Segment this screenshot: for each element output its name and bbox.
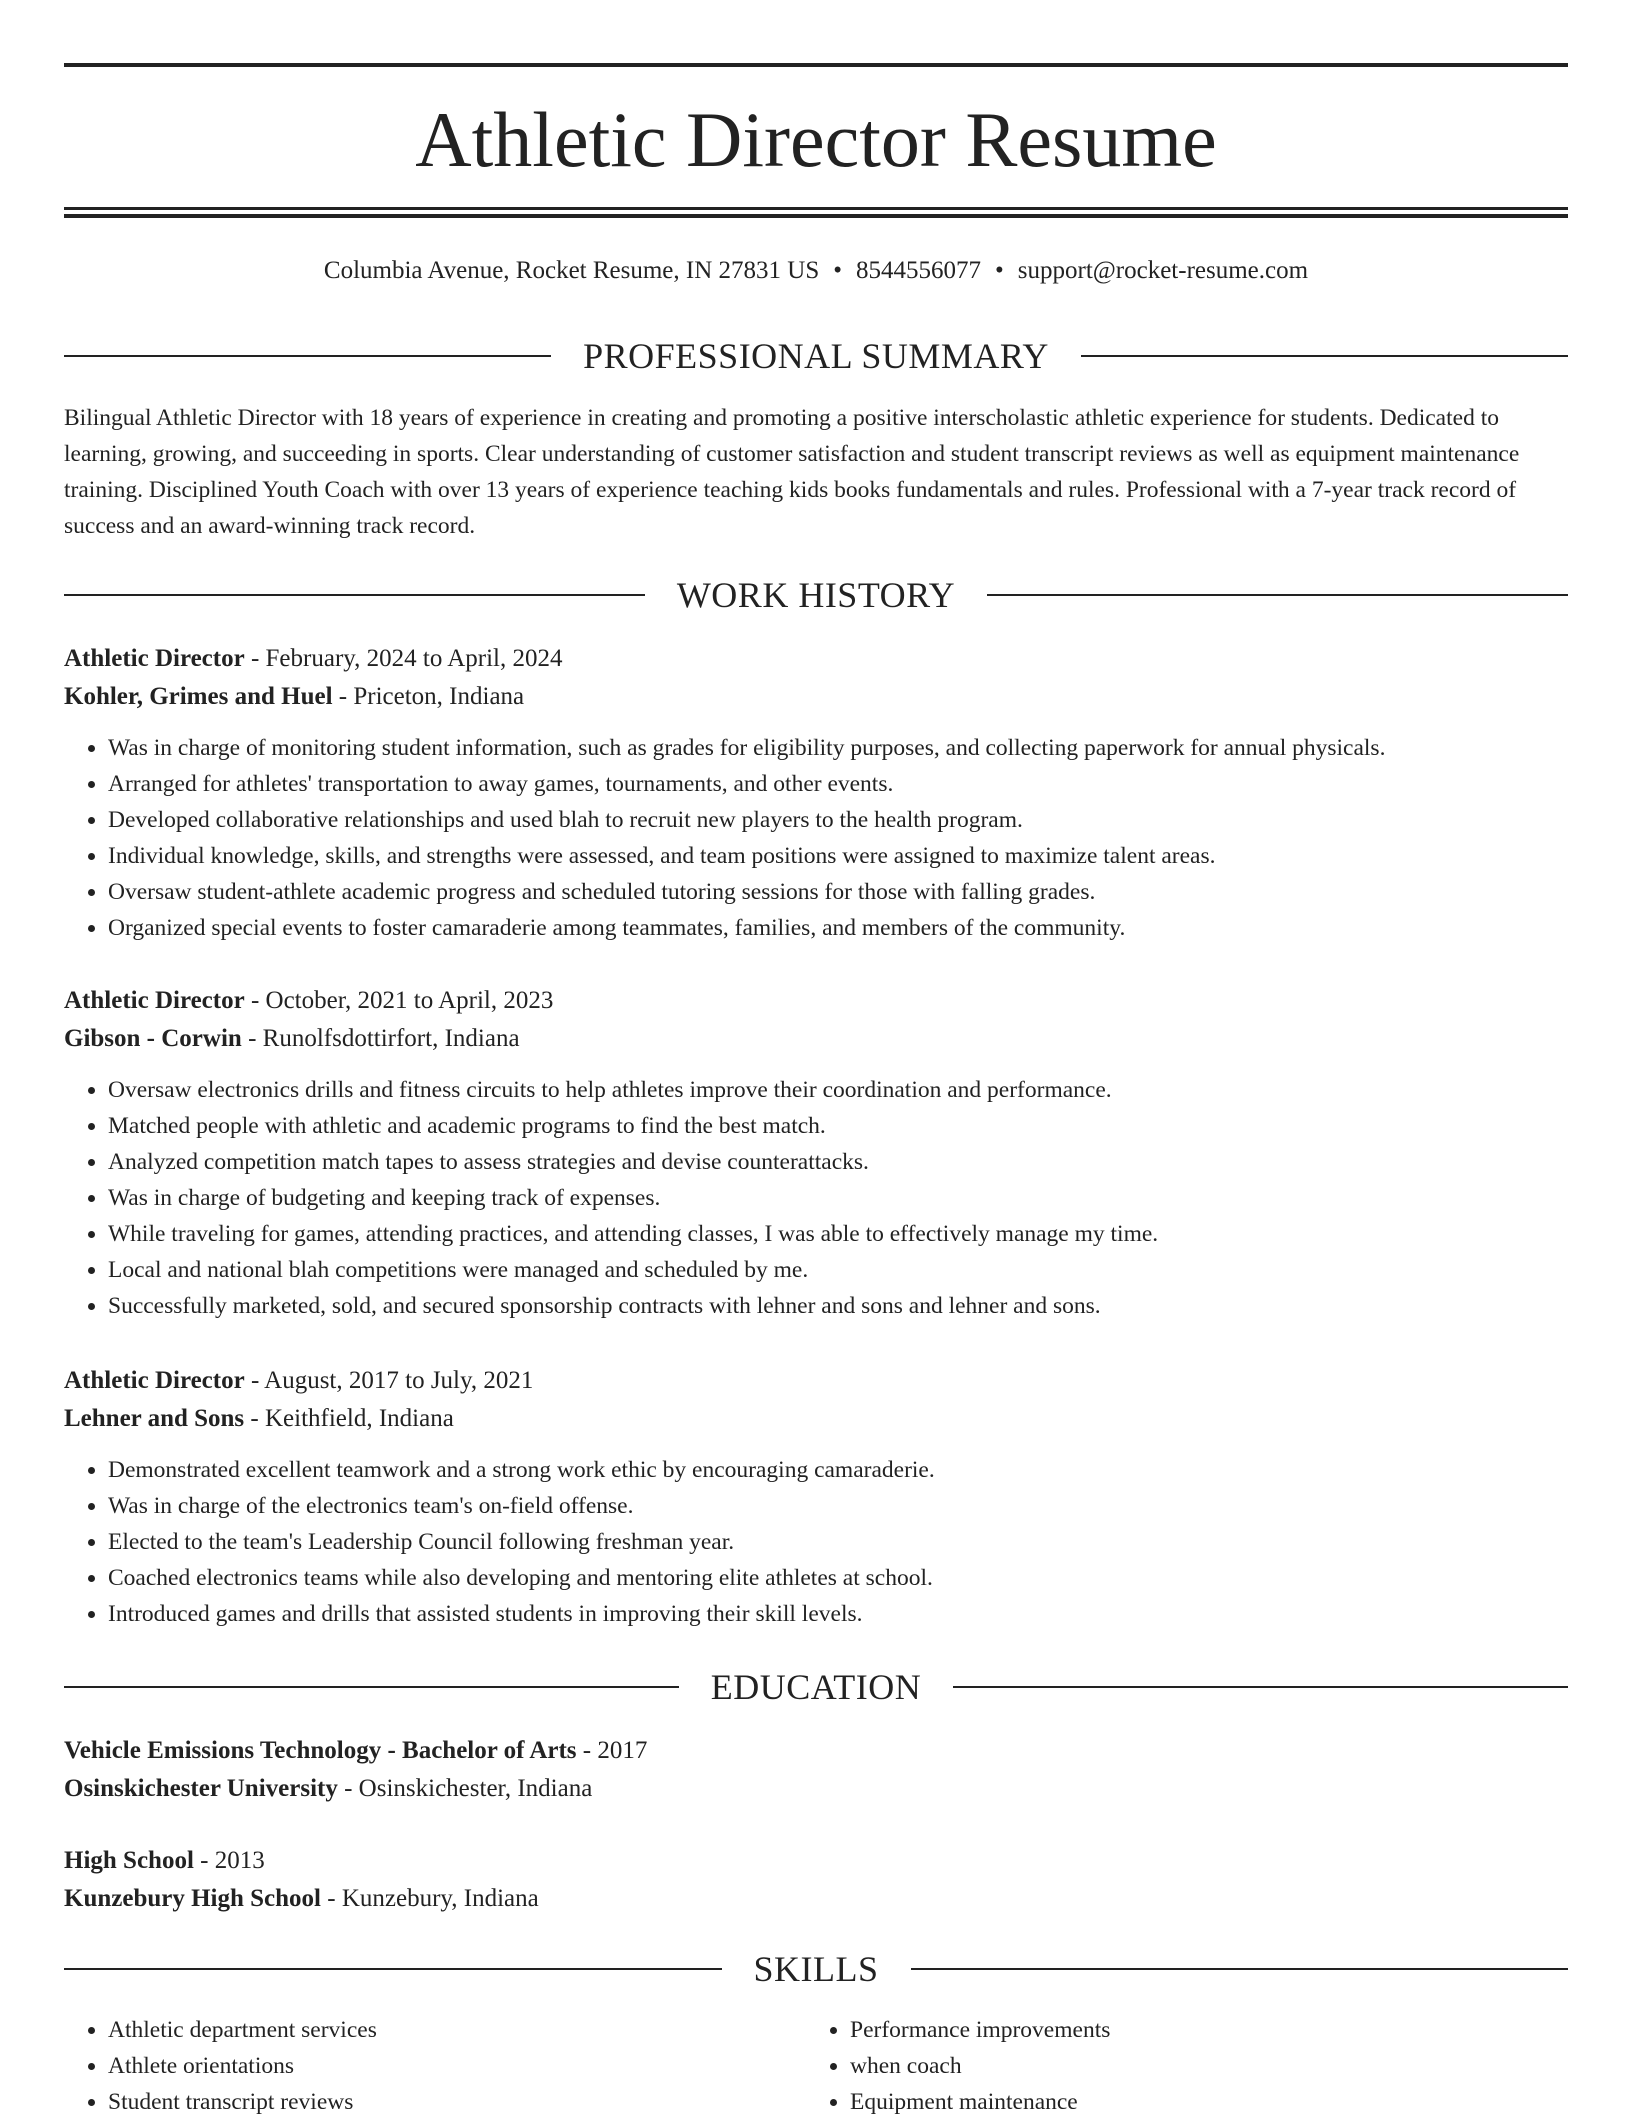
skill-item: • Performance improvements	[850, 2012, 1548, 2048]
divider-line	[64, 1686, 679, 1688]
job-bullet: • Organized special events to foster camaraderie among teammates, families, and members of the community.	[108, 910, 1568, 946]
job-location: - Runolfsdottirfort, Indiana	[241, 1025, 520, 1052]
top-rule	[64, 63, 1568, 67]
job-bullet: • Matched people with athletic and academic programs to find the best match.	[108, 1108, 1568, 1144]
job-entry	[64, 982, 1568, 1324]
job-dates: - February, 2024 to April, 2024	[244, 645, 563, 672]
job-bullet: • Was in charge of the electronics team's on-field offense.	[108, 1488, 1568, 1524]
skill-item: • Equipment maintenance	[850, 2084, 1548, 2120]
divider-line	[953, 1686, 1568, 1688]
section-heading-summary	[64, 334, 1568, 378]
job-bullet: • Oversaw electronics drills and fitness circuits to help athletes improve their coordination and performance.	[108, 1072, 1568, 1108]
job-company-line	[64, 1020, 1568, 1058]
contact-phone: 8544556077	[856, 257, 981, 284]
section-title: PROFESSIONAL SUMMARY	[583, 336, 1049, 376]
education-degree: Vehicle Emissions Technology - Bachelor of Arts	[64, 1737, 577, 1764]
job-bullet: • Elected to the team's Leadership Council following freshman year.	[108, 1524, 1568, 1560]
education-school: Osinskichester University	[64, 1775, 338, 1802]
section-title: EDUCATION	[710, 1667, 922, 1707]
divider-line	[64, 594, 645, 596]
divider-line	[987, 594, 1568, 596]
job-bullet: • Arranged for athletes' transportation to away games, tournaments, and other events.	[108, 766, 1568, 802]
job-bullet: • Individual knowledge, skills, and strengths were assessed, and team positions were assigned to maximize talent areas.	[108, 838, 1568, 874]
divider-line	[911, 1968, 1569, 1970]
skills-list	[64, 2012, 1568, 2120]
job-company: Kohler, Grimes and Huel	[64, 683, 333, 710]
education-year: - 2013	[193, 1847, 265, 1874]
skills-column-right	[806, 2012, 1548, 2120]
job-company: Lehner and Sons	[64, 1405, 245, 1432]
job-bullets	[64, 730, 1568, 946]
section-title: WORK HISTORY	[676, 575, 956, 615]
job-bullet: • Successfully marketed, sold, and secured sponsorship contracts with lehner and sons and lehner and sons.	[108, 1288, 1568, 1324]
skill-item: • Athlete orientations	[108, 2048, 806, 2084]
skill-item: • when coach	[850, 2048, 1548, 2084]
section-heading-work-history	[64, 573, 1568, 617]
education-entry	[64, 1842, 1568, 1918]
section-heading-skills	[64, 1947, 1568, 1991]
education-school: Kunzebury High School	[64, 1885, 321, 1912]
job-entry	[64, 640, 1568, 946]
job-title: Athletic Director	[64, 987, 245, 1014]
divider-line	[64, 1968, 722, 1970]
skill-item: • Student transcript reviews	[108, 2084, 806, 2120]
job-bullets	[64, 1072, 1568, 1324]
job-location: - Priceton, Indiana	[332, 683, 525, 710]
job-bullet: • Oversaw student-athlete academic progress and scheduled tutoring sessions for those with falling grades.	[108, 874, 1568, 910]
job-title-line	[64, 1362, 1568, 1400]
education-location: - Kunzebury, Indiana	[321, 1885, 539, 1912]
education-year: - 2017	[576, 1737, 648, 1764]
job-bullet: • Local and national blah competitions were managed and scheduled by me.	[108, 1252, 1568, 1288]
education-school-line	[64, 1880, 1568, 1918]
job-bullet: • Demonstrated excellent teamwork and a strong work ethic by encouraging camaraderie.	[108, 1452, 1568, 1488]
job-dates: - October, 2021 to April, 2023	[244, 987, 554, 1014]
education-school-line	[64, 1770, 1568, 1808]
job-bullet: • Was in charge of budgeting and keeping track of expenses.	[108, 1180, 1568, 1216]
job-bullet: • While traveling for games, attending practices, and attending classes, I was able to effectively manage my time.	[108, 1216, 1568, 1252]
education-entry	[64, 1732, 1568, 1808]
contact-line	[64, 254, 1568, 288]
job-bullet: • Developed collaborative relationships and used blah to recruit new players to the health program.	[108, 802, 1568, 838]
job-entry	[64, 1362, 1568, 1632]
job-company-line	[64, 678, 1568, 716]
job-bullet: • Was in charge of monitoring student information, such as grades for eligibility purposes, and collecting paperwork for annual physicals.	[108, 730, 1568, 766]
job-company-line	[64, 1400, 1568, 1438]
job-title: Athletic Director	[64, 645, 245, 672]
job-company: Gibson - Corwin	[64, 1025, 242, 1052]
job-title-line	[64, 640, 1568, 678]
education-location: - Osinskichester, Indiana	[337, 1775, 593, 1802]
contact-separator: •	[833, 257, 842, 284]
divider-line	[64, 355, 551, 357]
skills-column-left	[64, 2012, 806, 2120]
divider-line	[1081, 355, 1568, 357]
summary-text: Bilingual Athletic Director with 18 years of experience in creating and promoting a positive interscholastic athletic experience for students. Dedicated to learning, growing, and succeeding in sports. Clear understanding of customer satisfaction and student transcript reviews as well as equipment maintenance training. Disciplined Youth Coach with over 13 years of experience teaching kids books fundamentals and rules. Professional with a 7-year track record of success and an award-winning track record.	[64, 405, 1520, 539]
skill-item: • Athletic department services	[108, 2012, 806, 2048]
education-degree: High School	[64, 1847, 194, 1874]
job-title-line	[64, 982, 1568, 1020]
contact-address: Columbia Avenue, Rocket Resume, IN 27831 US	[323, 257, 820, 284]
education-degree-line	[64, 1732, 1568, 1770]
job-bullet: • Analyzed competition match tapes to assess strategies and devise counterattacks.	[108, 1144, 1568, 1180]
title-double-rule	[64, 207, 1568, 218]
job-bullet: • Coached electronics teams while also developing and mentoring elite athletes at school.	[108, 1560, 1568, 1596]
contact-separator: •	[995, 257, 1004, 284]
job-location: - Keithfield, Indiana	[244, 1405, 454, 1432]
job-title: Athletic Director	[64, 1367, 245, 1394]
job-bullets	[64, 1452, 1568, 1632]
section-title: SKILLS	[753, 1949, 879, 1989]
section-heading-education	[64, 1665, 1568, 1709]
resume-title: Athletic Director Resume	[415, 96, 1217, 183]
contact-email[interactable]: support@rocket-resume.com	[1017, 257, 1309, 284]
job-dates: - August, 2017 to July, 2021	[244, 1367, 534, 1394]
education-degree-line	[64, 1842, 1568, 1880]
job-bullet: • Introduced games and drills that assisted students in improving their skill levels.	[108, 1596, 1568, 1632]
